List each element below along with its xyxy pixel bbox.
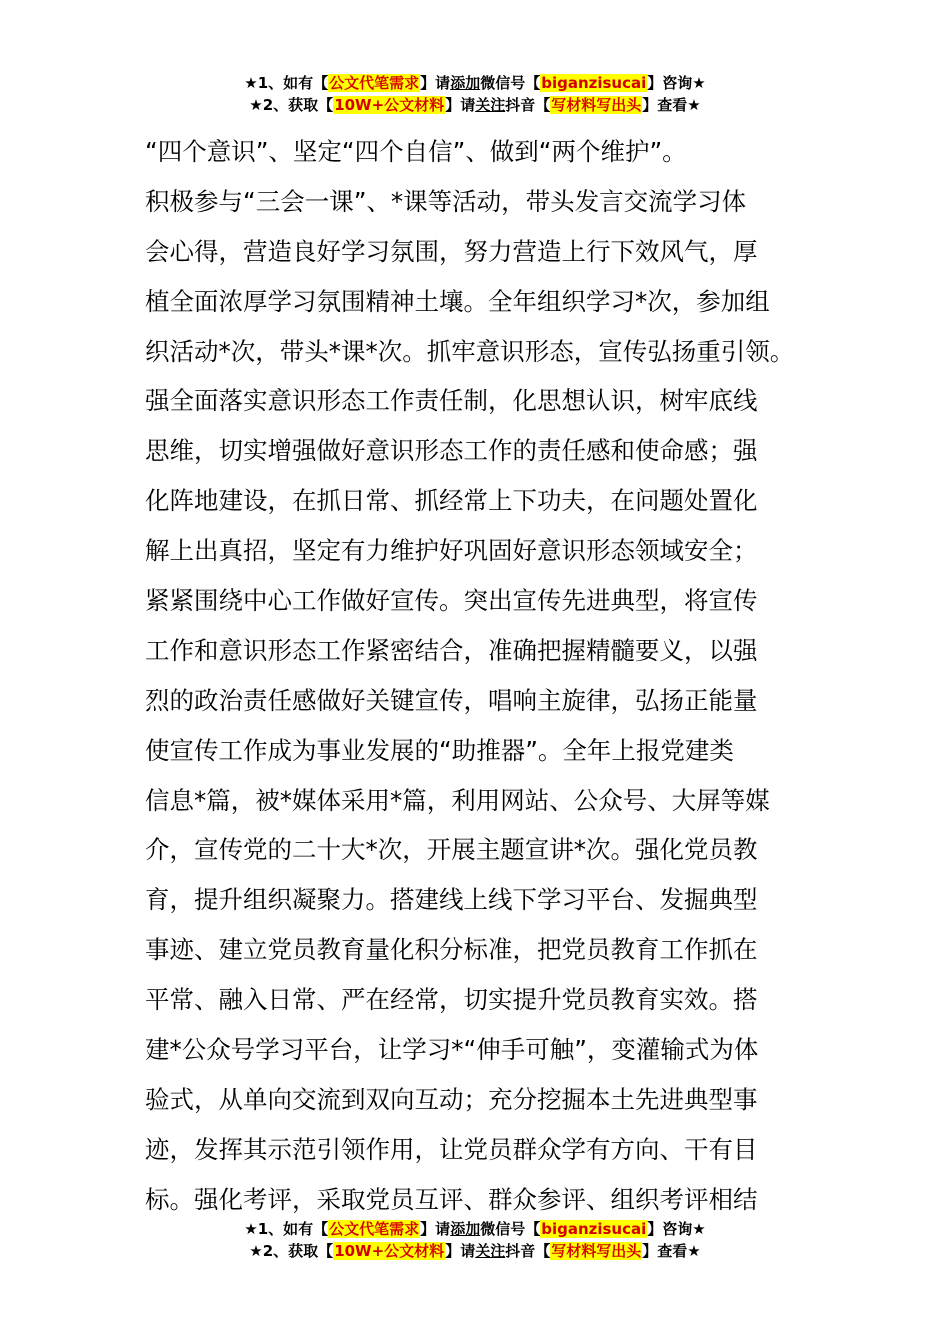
banner-1-prefix: ★1、如有【 <box>244 1220 329 1238</box>
footer-banner <box>0 1218 950 1262</box>
banner-1-underlined: 添加 <box>450 1220 481 1238</box>
banner-2-prefix: ★2、获取【 <box>249 96 334 114</box>
body-line: 平常、融入日常、严在经常，切实提升党员教育实效。搭 <box>145 985 758 1015</box>
banner-1-mid2: 微信号【 <box>480 74 541 92</box>
banner-2-mid2: 抖音【 <box>505 1242 551 1260</box>
body-line: 积极参与“三会一课”、*课等活动，带头发言交流学习体 <box>145 186 747 216</box>
banner-2-mid1: 】请 <box>445 1242 476 1260</box>
banner-1-underlined: 添加 <box>450 74 481 92</box>
body-line: 事迹、建立党员教育量化积分标准，把党员教育工作抓在 <box>145 935 758 965</box>
banner-2-prefix: ★2、获取【 <box>249 1242 334 1260</box>
banner-2-highlight-materials: 10W+公文材料 <box>334 1242 445 1260</box>
body-line: 化阵地建设，在抓日常、抓经常上下功夫，在问题处置化 <box>145 486 758 516</box>
banner-line-1 <box>0 72 950 94</box>
body-line: 使宣传工作成为事业发展的“助推器”。全年上报党建类 <box>145 735 734 765</box>
banner-2-underlined: 关注 <box>475 96 506 114</box>
body-line: 工作和意识形态工作紧密结合，准确把握精髓要义，以强 <box>145 635 758 665</box>
banner-2-suffix: 】查看★ <box>642 1242 701 1260</box>
banner-1-highlight-wechat: biganzisucai <box>541 74 647 92</box>
banner-line-2 <box>0 1240 950 1262</box>
banner-2-mid1: 】请 <box>445 96 476 114</box>
banner-2-highlight-douyin: 写材料写出头 <box>551 96 642 114</box>
banner-2-highlight-materials: 10W+公文材料 <box>334 96 445 114</box>
banner-1-mid1: 】请 <box>420 74 451 92</box>
header-banner <box>0 72 950 116</box>
banner-line-2 <box>0 94 950 116</box>
body-line: 介，宣传党的二十大*次，开展主题宣讲*次。强化党员教 <box>145 835 758 865</box>
banner-2-suffix: 】查看★ <box>642 96 701 114</box>
banner-1-suffix: 】咨询★ <box>647 1220 706 1238</box>
body-line: 解上出真招，坚定有力维护好巩固好意识形态领域安全； <box>145 536 758 566</box>
body-line: “四个意识”、坚定“四个自信”、做到“两个维护”。 <box>145 137 687 166</box>
document-body <box>145 127 810 1225</box>
body-line: 织活动*次，带头*课*次。抓牢意识形态，宣传弘扬重引领。 <box>145 336 795 366</box>
banner-2-underlined: 关注 <box>475 1242 506 1260</box>
banner-line-1 <box>0 1218 950 1240</box>
banner-1-mid2: 微信号【 <box>480 1220 541 1238</box>
body-line: 紧紧围绕中心工作做好宣传。突出宣传先进典型，将宣传 <box>145 586 758 616</box>
banner-1-prefix: ★1、如有【 <box>244 74 329 92</box>
body-line: 会心得，营造良好学习氛围，努力营造上行下效风气，厚 <box>145 236 758 266</box>
banner-1-mid1: 】请 <box>420 1220 451 1238</box>
banner-2-highlight-douyin: 写材料写出头 <box>551 1242 642 1260</box>
body-line: 建*公众号学习平台，让学习*“伸手可触”，变灌输式为体 <box>145 1035 759 1065</box>
banner-1-highlight-service: 公文代笔需求 <box>329 1220 420 1238</box>
banner-1-highlight-service: 公文代笔需求 <box>329 74 420 92</box>
body-line: 强全面落实意识形态工作责任制，化思想认识，树牢底线 <box>145 386 758 416</box>
body-line: 植全面浓厚学习氛围精神土壤。全年组织学习*次，参加组 <box>145 286 770 316</box>
banner-1-highlight-wechat: biganzisucai <box>541 1220 647 1238</box>
body-line: 烈的政治责任感做好关键宣传，唱响主旋律，弘扬正能量 <box>145 685 758 715</box>
banner-1-suffix: 】咨询★ <box>647 74 706 92</box>
body-line: 标。强化考评，采取党员互评、群众参评、组织考评相结 <box>145 1184 758 1214</box>
banner-2-mid2: 抖音【 <box>505 96 551 114</box>
body-line: 迹，发挥其示范引领作用，让党员群众学有方向、干有目 <box>145 1134 758 1164</box>
body-line: 验式，从单向交流到双向互动；充分挖掘本土先进典型事 <box>145 1084 758 1114</box>
body-line: 信息*篇，被*媒体采用*篇，利用网站、公众号、大屏等媒 <box>145 785 770 815</box>
body-line: 思维，切实增强做好意识形态工作的责任感和使命感；强 <box>145 436 758 466</box>
body-line: 育，提升组织凝聚力。搭建线上线下学习平台、发掘典型 <box>145 885 758 915</box>
